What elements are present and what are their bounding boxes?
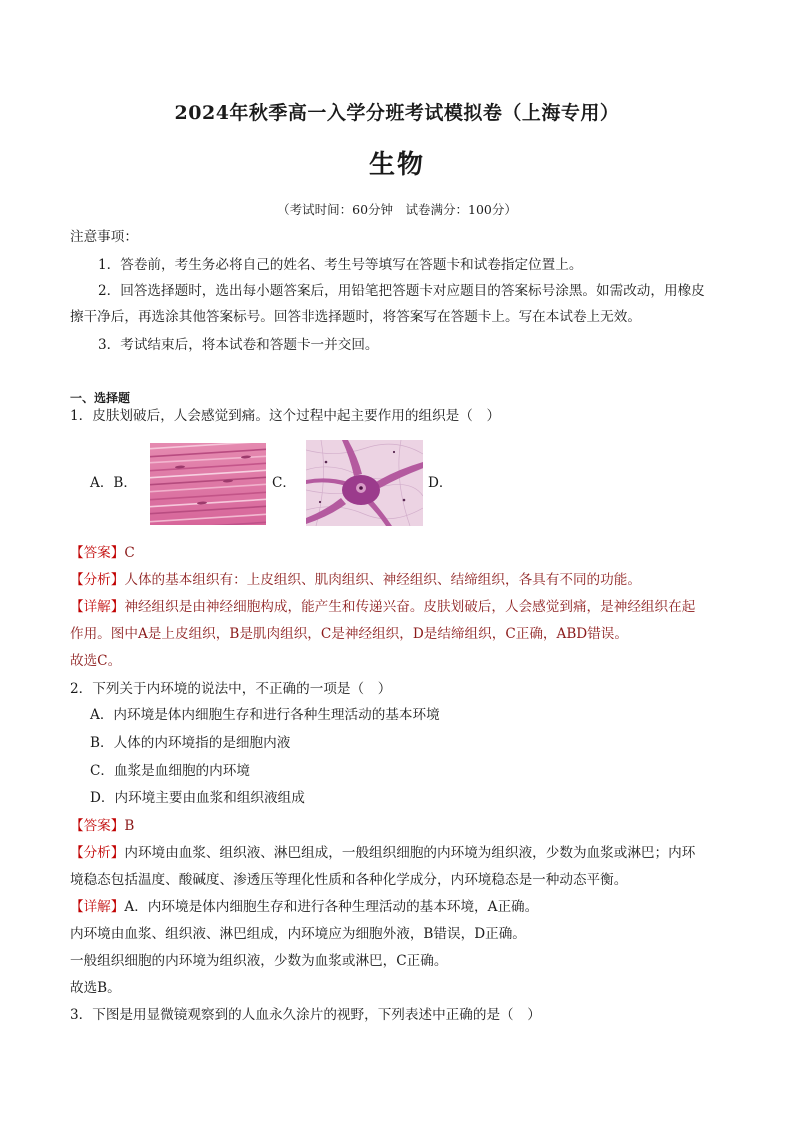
q1-option-c: C．	[272, 475, 296, 491]
q2-analysis-text-1: 内环境由血浆、组织液、淋巴组成，一般组织细胞的内环境为组织液，少数为血浆或淋巴；内环	[124, 845, 696, 861]
q1-option-d: D．	[428, 475, 453, 491]
q1-detail-text-2: 作用。图中A是上皮组织，B是肌肉组织，C是神经组织，D是结缔组织，C正确，ABD错误。	[70, 626, 628, 642]
q2-detail-text-1: A．内环境是体内细胞生存和进行各种生理活动的基本环境，A正确。	[124, 899, 539, 915]
q1-conclusion: 故选C。	[70, 653, 122, 669]
q1-answer	[70, 544, 135, 562]
q1-answer-value: C	[124, 545, 135, 561]
q2-option-c: C．血浆是血细胞的内环境	[90, 763, 250, 779]
q2-detail	[70, 898, 538, 916]
q1-option-ab: A．B．	[90, 475, 137, 491]
q1-detail	[70, 598, 695, 616]
q3-stem: 3．下图是用显微镜观察到的人血永久涂片的视野，下列表述中正确的是（ ）	[70, 1007, 541, 1023]
q2-detail-tag: 【详解】	[70, 899, 125, 915]
q2-detail-text-2: 内环境由血浆、组织液、淋巴组成，内环境应为细胞外液，B错误，D正确。	[70, 926, 526, 942]
q2-analysis	[70, 844, 695, 862]
q1-answer-tag: 【答案】	[70, 545, 125, 561]
nerve-cell-image	[306, 440, 423, 526]
notice-item-3: 3．考试结束后，将本试卷和答题卡一并交回。	[98, 337, 379, 353]
q2-answer-value: B	[124, 818, 135, 834]
q1-analysis	[70, 571, 641, 589]
notice-item-1: 1．答卷前，考生务必将自己的姓名、考生号等填写在答题卡和试卷指定位置上。	[98, 257, 583, 273]
exam-meta: （考试时间：60分钟 试卷满分：100分）	[277, 202, 517, 217]
q2-stem: 2．下列关于内环境的说法中，不正确的一项是（ ）	[70, 681, 392, 697]
q1-analysis-text: 人体的基本组织有：上皮组织、肌肉组织、神经组织、结缔组织，各具有不同的功能。	[124, 572, 641, 588]
q2-analysis-tag: 【分析】	[70, 845, 125, 861]
q1-stem: 1．皮肤划破后，人会感觉到痛。这个过程中起主要作用的组织是（ ）	[70, 408, 501, 424]
muscle-tissue-image	[150, 443, 266, 525]
q2-answer-tag: 【答案】	[70, 818, 125, 834]
q2-detail-text-3: 一般组织细胞的内环境为组织液，少数为血浆或淋巴，C正确。	[70, 953, 448, 969]
page-title: 2024年秋季高一入学分班考试模拟卷（上海专用）	[174, 102, 620, 124]
q2-option-a: A．内环境是体内细胞生存和进行各种生理活动的基本环境	[90, 707, 440, 723]
q2-option-d: D．内环境主要由血浆和组织液组成	[90, 790, 305, 806]
q2-conclusion: 故选B。	[70, 980, 121, 996]
notice-heading: 注意事项：	[70, 229, 138, 245]
q2-option-b: B．人体的内环境指的是细胞内液	[90, 735, 291, 751]
q1-analysis-tag: 【分析】	[70, 572, 125, 588]
section-title: 一、选择题	[70, 391, 131, 405]
notice-item-2: 2．回答选择题时，选出每小题答案后，用铅笔把答题卡对应题目的答案标号涂黑。如需改动，用橡皮	[98, 283, 705, 299]
q2-answer	[70, 817, 134, 835]
q1-detail-text-1: 神经组织是由神经细胞构成，能产生和传递兴奋。皮肤划破后，人会感觉到痛，是神经组织在起	[124, 599, 696, 615]
q1-detail-tag: 【详解】	[70, 599, 125, 615]
q2-analysis-text-2: 境稳态包括温度、酸碱度、渗透压等理化性质和各种化学成分，内环境稳态是一种动态平衡。	[70, 872, 628, 888]
subject-title: 生物	[368, 150, 425, 180]
notice-item-2-cont: 擦干净后，再选涂其他答案标号。回答非选择题时，将答案写在答题卡上。写在本试卷上无效。	[70, 309, 641, 325]
